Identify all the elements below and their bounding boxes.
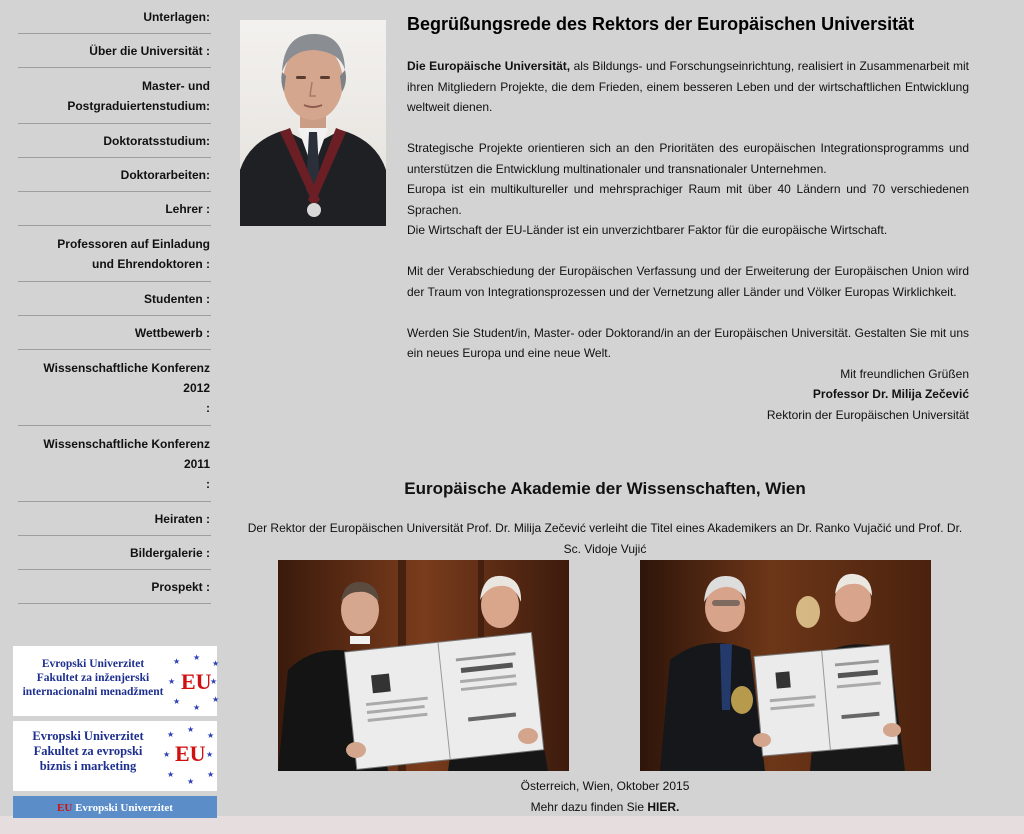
star-icon: ★ [163,750,171,759]
sidebar-item-label: Wissenschaftliche Konferenz 2011 [43,437,210,471]
photo-caption: Österreich, Wien, Oktober 2015 [520,779,690,793]
star-icon: ★ [212,659,220,668]
sidebar-item-prospekt[interactable]: Prospekt : [18,570,211,604]
sidebar-item-konferenz-2012[interactable] [18,350,211,426]
star-icon: ★ [187,777,195,786]
sidebar-item-konferenz-2011[interactable] [18,426,211,502]
welcome-paragraph: Mit der Verabschiedung der Europäischen Verfassung und der Erweiterung der Europäischen Union wird der Traum von Integrationsprozessen und der Vernetzung aller Länder und Völker Europas Wirklichkeit. [407,264,969,299]
sidebar-item-heiraten[interactable]: Heiraten : [18,502,211,536]
star-icon: ★ [193,703,201,712]
sidebar-item-label: Postgraduiertenstudium: [67,99,210,113]
intro-bold-text: Die Europäische Universität, [407,59,571,73]
signature-name [407,384,969,405]
award-photo-2[interactable] [640,560,931,771]
star-icon: ★ [207,770,215,779]
star-icon: ★ [187,725,195,734]
star-icon: ★ [207,731,215,740]
welcome-section [407,12,969,425]
academy-description: Der Rektor der Europäischen Universität Prof. Dr. Milija Zečević verleiht die Titel eines Akademikers an Dr. Ranko Vujačić und Prof. Dr. Sc. Vidoje Vujić [247,521,963,556]
academy-title: Europäische Akademie der Wissenschaften, Wien [404,479,806,498]
banner-line: internacionalni menadžment [22,686,164,698]
rector-portrait-image [240,20,386,226]
banner-text [13,729,163,774]
star-icon: ★ [206,750,214,759]
sidebar-item-label: Professoren auf Einladung [57,237,210,251]
page-bottom-band [0,816,1024,834]
star-icon: ★ [193,653,201,662]
welcome-paragraph: Europa ist ein multikultureller und mehrsprachiger Raum mit über 40 Ländern und 70 verschiedenen Sprachen. [407,182,969,217]
welcome-paragraph: Strategische Projekte orientieren sich an den Prioritäten des europäischen Integrationsprogramms und unterstützen die Entwicklung multinationaler und transnationaler Unternehmen. [407,141,969,176]
eu-logo: EU [181,669,212,694]
star-icon: ★ [210,677,218,686]
eu-logo: EU [175,741,206,766]
banner-line: Fakultet za evropski [33,744,143,758]
sidebar-item-label: und Ehrendoktoren : [92,257,210,271]
banner-line: biznis i marketing [39,759,137,773]
page-title: Begrüßungsrede des Rektors der Europäischen Universität [407,14,915,34]
star-icon: ★ [173,697,181,706]
signature-text: Professor Dr. Milija Zečević [812,387,969,401]
award-photo-image [278,560,569,771]
sidebar-item-doktorarbeiten[interactable]: Doktorarbeiten: [18,158,211,192]
sidebar-item-doktoratsstudium[interactable]: Doktoratsstudium: [18,124,211,158]
faculty-banner-business[interactable] [13,721,217,791]
sidebar-item-label: Wissenschaftliche Konferenz 2012 [43,361,210,395]
banner-line: Evropski Univerzitet [32,729,144,743]
sidebar-item-wettbewerb[interactable]: Wettbewerb : [18,316,211,350]
sidebar-item-studenten[interactable]: Studenten : [18,282,211,316]
sidebar-item-lehrer[interactable]: Lehrer : [18,192,211,226]
eu-logo: EU [57,802,73,814]
sidebar-item-label: : [206,477,210,491]
faculty-banner-university[interactable] [13,796,217,818]
banner-line: Evropski Univerzitet [75,802,173,814]
award-photo-1[interactable] [278,560,569,771]
rector-portrait [240,20,386,226]
sidebar-item-label: : [206,401,210,415]
welcome-paragraph-intro [407,56,969,118]
star-icon: ★ [168,677,176,686]
welcome-paragraph: Werden Sie Student/in, Master- oder Doktorand/in an der Europäischen Universität. Gestalten Sie mit uns ein neues Europa und eine neue Welt. [407,325,969,360]
welcome-paragraph: Die Wirtschaft der EU-Länder ist ein unverzichtbarer Faktor für die europäische Wirtschaft. [407,223,888,237]
faculty-banner-engineering[interactable] [13,646,220,716]
star-icon: ★ [167,730,175,739]
sidebar-item-bildergalerie[interactable]: Bildergalerie : [18,536,211,570]
more-info [240,797,970,817]
sidebar-item-master[interactable] [18,68,211,124]
signature-role: Rektorin der Europäischen Universität [766,407,969,422]
sidebar-nav [18,0,211,604]
sidebar-item-professoren[interactable] [18,226,211,282]
closing-greeting: Mit freundlichen Grüßen [840,366,969,381]
more-info-text: Mehr dazu finden Sie [530,800,648,814]
banner-line: Fakultet za inženjerski [36,672,150,684]
sidebar-item-ueber-die-universitaet[interactable]: Über die Universität : [18,34,211,68]
star-icon: ★ [212,695,220,704]
intro-text: als Bildungs- und Forschungseinrichtung, realisiert in Zusammenarbeit mit ihren Mitgliedern Projekte, die dem Frieden, einem besseren Leben und der wirtschaftlichen Entwicklung weltweit dienen. [407,59,969,114]
star-icon: ★ [167,770,175,779]
banner-text [13,657,176,699]
more-info-link[interactable]: HIER. [647,800,680,814]
award-photo-image [640,560,931,771]
banner-text [13,801,217,815]
banner-line: Evropski Univerzitet [41,658,145,670]
sidebar-item-label: Master- und [141,79,210,93]
sidebar-item-unterlagen[interactable]: Unterlagen: [18,0,211,34]
star-icon: ★ [173,657,181,666]
